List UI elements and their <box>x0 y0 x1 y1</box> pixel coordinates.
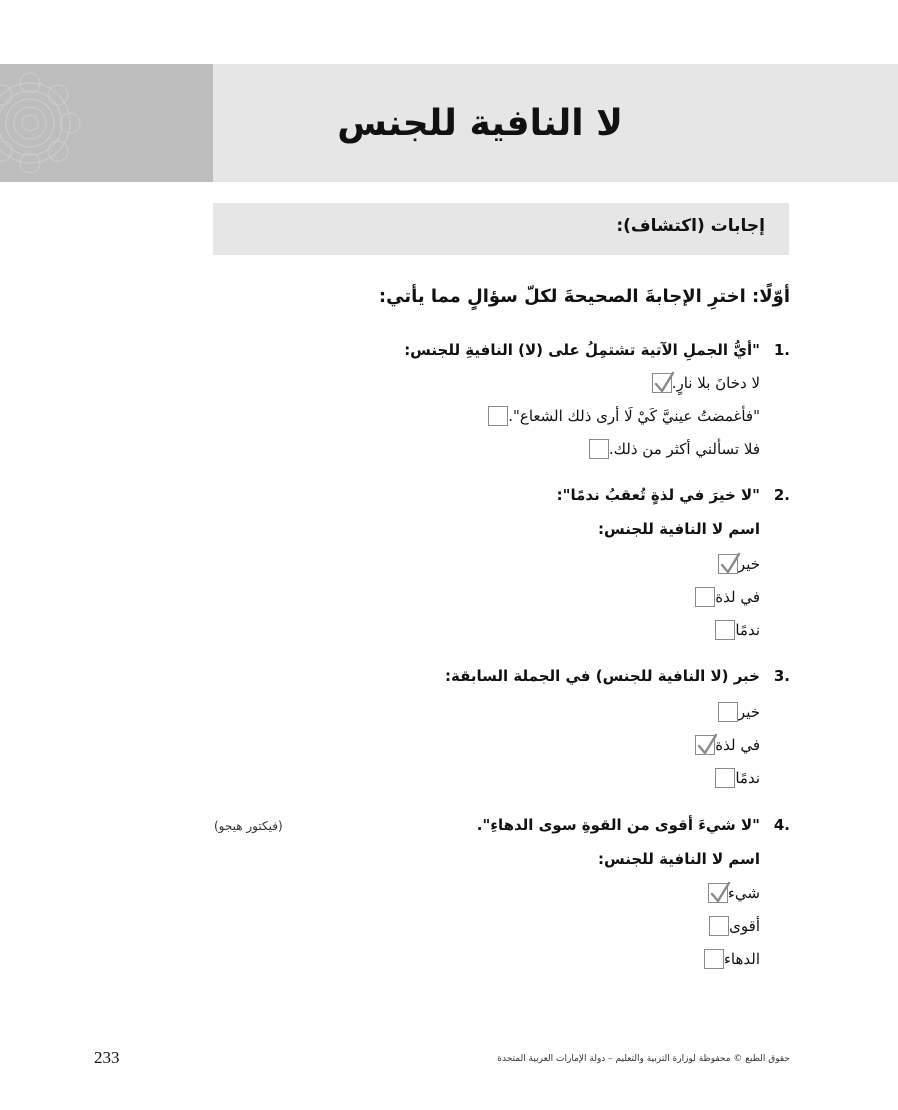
question-text: خبر (لا النافية للجنس) في الجملة السابقة: <box>445 667 760 685</box>
answer-option[interactable] <box>701 915 760 937</box>
page-number: 233 <box>94 1048 120 1067</box>
answer-option[interactable] <box>687 586 760 608</box>
checkbox-empty[interactable] <box>704 949 724 969</box>
checkbox-empty[interactable] <box>715 620 735 640</box>
checkbox-checked[interactable] <box>718 554 738 574</box>
question-number: 1. <box>773 341 790 359</box>
checkbox-empty[interactable] <box>715 768 735 788</box>
answer-option[interactable] <box>581 438 760 460</box>
answer-option[interactable] <box>644 372 760 394</box>
option-label: ندمًا <box>735 769 760 787</box>
instruction-text: أوّلًا: اخترِ الإجابةَ الصحيحةَ لكلّ سؤالٍ مما يأتي: <box>378 286 790 307</box>
question-number: 4. <box>773 816 790 834</box>
question-text: "لا شيءَ أقوى من القوةِ سوى الدهاءِ". <box>476 816 760 834</box>
checkbox-empty[interactable] <box>718 702 738 722</box>
check-icon <box>708 879 732 905</box>
question-subprompt: اسم لا النافية للجنس: <box>598 850 760 868</box>
answer-option[interactable] <box>710 553 760 575</box>
section-title: إجابات (اكتشاف): <box>616 216 765 236</box>
option-label: "فأغمضتُ عينيَّ كَيْ لَا أرى ذلك الشعاع". <box>508 407 760 425</box>
answer-option[interactable] <box>700 882 760 904</box>
question-text: "أيُّ الجملِ الآتية تشتمِلُ على (لا) النافيةِ للجنس: <box>404 341 760 359</box>
quote-attribution: (فيكتور هيجو) <box>214 819 283 833</box>
answer-option[interactable] <box>480 405 760 427</box>
option-label: خير <box>737 703 760 721</box>
option-label: في لذة <box>715 736 760 754</box>
question-text: "لا خيرَ في لذةٍ تُعقبُ ندمًا": <box>556 486 760 504</box>
section-header <box>213 203 789 255</box>
check-icon <box>695 731 719 757</box>
checkbox-checked[interactable] <box>652 373 672 393</box>
checkbox-empty[interactable] <box>709 916 729 936</box>
option-label: خير <box>737 555 760 573</box>
answer-option[interactable] <box>687 734 760 756</box>
answer-option[interactable] <box>707 619 760 641</box>
option-label: شيء <box>727 884 760 902</box>
checkbox-checked[interactable] <box>708 883 728 903</box>
question-number: 3. <box>773 667 790 685</box>
checkbox-checked[interactable] <box>695 735 715 755</box>
answer-option[interactable] <box>710 701 760 723</box>
ornament-pattern-icon <box>0 64 213 182</box>
checkbox-empty[interactable] <box>589 439 609 459</box>
check-icon <box>718 550 742 576</box>
answer-option[interactable] <box>707 767 760 789</box>
option-label: الدهاء <box>723 950 760 968</box>
page-title: لا النافية للجنس <box>337 103 623 144</box>
header-ornament <box>0 64 213 182</box>
option-label: فلا تسألني أكثر من ذلك. <box>608 440 760 458</box>
check-icon <box>652 369 676 395</box>
option-label: لا دخانَ بلا نارٍ. <box>671 374 760 392</box>
option-label: أقوى <box>729 917 760 935</box>
question-subprompt: اسم لا النافية للجنس: <box>598 520 760 538</box>
option-label: في لذة <box>715 588 760 606</box>
answer-option[interactable] <box>696 948 760 970</box>
checkbox-empty[interactable] <box>695 587 715 607</box>
option-label: ندمًا <box>735 621 760 639</box>
checkbox-empty[interactable] <box>488 406 508 426</box>
copyright-note: حقوق الطبع © محفوظة لوزارة التربية والتعليم – دولة الإمارات العربية المتحدة <box>497 1054 790 1064</box>
question-number: 2. <box>773 486 790 504</box>
